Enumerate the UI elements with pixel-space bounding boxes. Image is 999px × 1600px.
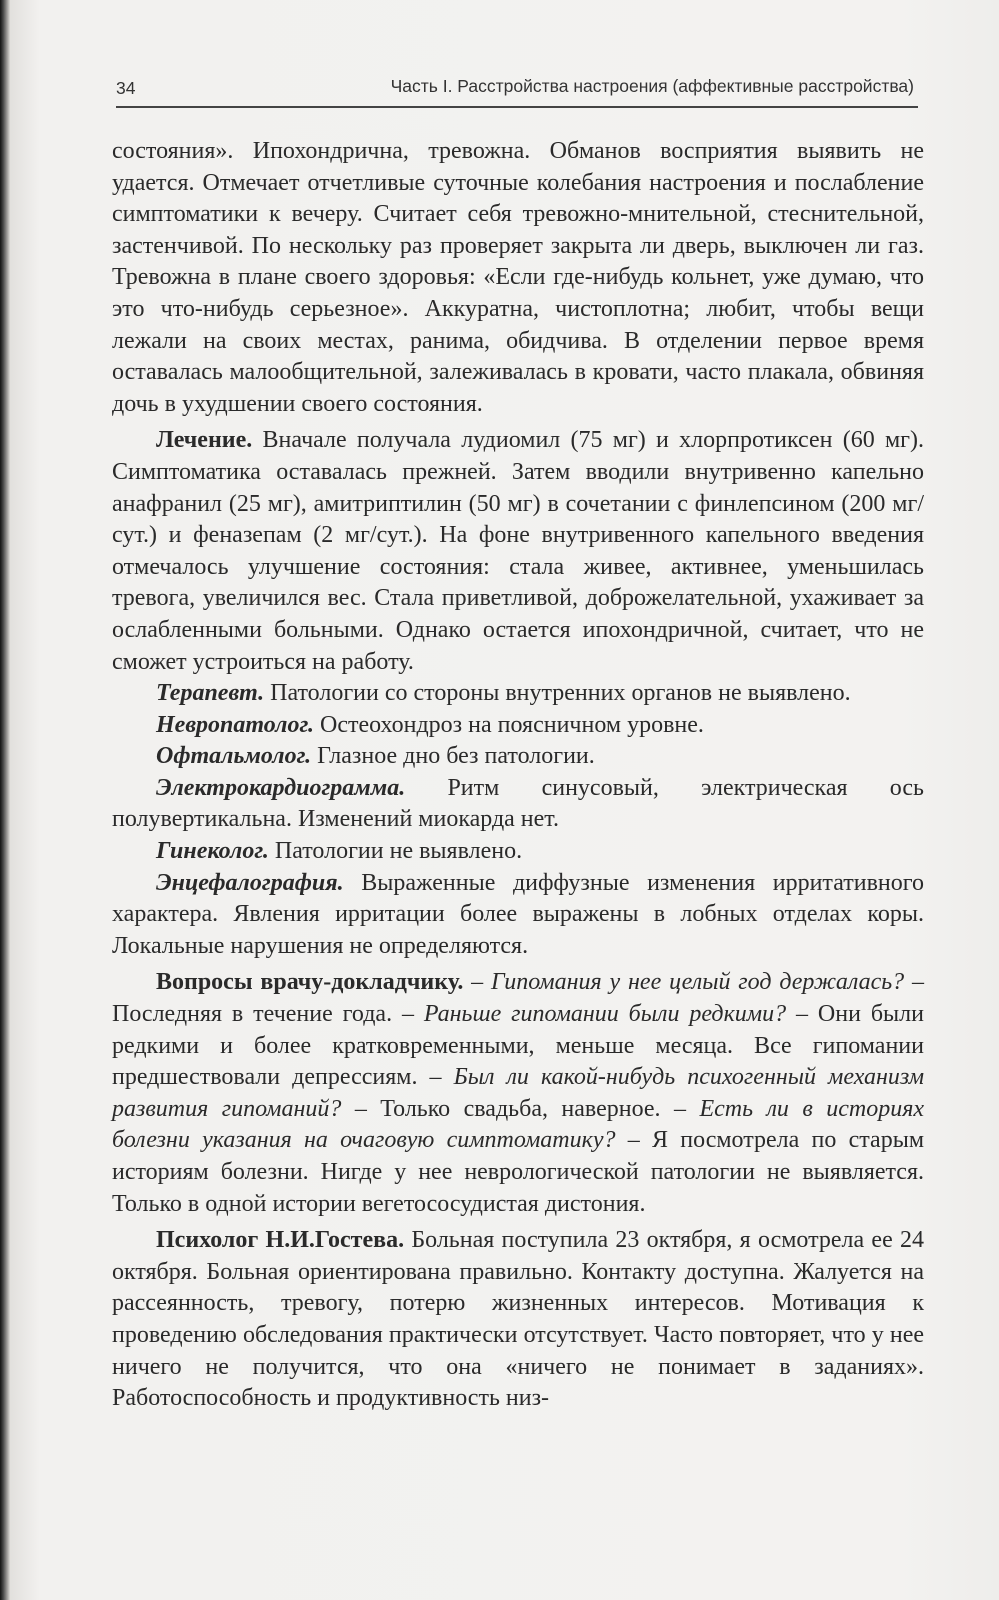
treatment-label: Лечение.: [156, 427, 253, 454]
ecg-label: Электрокардиограмма.: [156, 774, 406, 801]
psychologist-text: Больная поступила 23 октября, я осмотрела ее 24 октября. Больная ориентирована правильно. Контакту доступна. Жалуется на рассеянность, тревогу, потерю жизненных интересов. Мотивация к проведению обследования практически отсутствует. Часто повторяет, что у нее ничего не получится, что она «ничего не понимает в заданиях». Работоспособность и продуктивность низ-: [112, 1227, 924, 1412]
answer-4: Я посмотрела по старым историям болезни. Нигде у нее неврологической патологии не выявляется. Только в одной истории вегетососудистая дистония.: [112, 1127, 925, 1217]
paragraph-psychologist: [112, 1225, 924, 1415]
answer-2: Они были редкими и более кратковременными, меньше месяца. Все гипомании предшествовали депрессиям.: [112, 1001, 924, 1091]
question-2: Раньше гипомании были редкими?: [423, 1001, 787, 1028]
body-text: [112, 136, 924, 1415]
page-header: [116, 72, 918, 108]
ecg-text: Ритм синусовый, электрическая ось полувертикальна. Изменений миокарда нет.: [112, 774, 924, 833]
ophthalmologist-label: Офтальмолог.: [156, 743, 312, 770]
psychologist-label: Психолог Н.И.Гостева.: [156, 1227, 405, 1254]
paragraph-treatment: [112, 425, 924, 678]
gynecologist-text: Патологии не выявлено.: [268, 838, 523, 865]
therapist-label: Терапевт.: [156, 680, 265, 707]
page-number: 34: [116, 78, 136, 98]
neurologist-text: Остеохондроз на поясничном уровне.: [314, 711, 704, 738]
eeg-text: Выраженные диффузные изменения ирритативного характера. Явления ирритации более выражены в лобных отделах коры. Локальные нарушения не определяются.: [112, 869, 924, 959]
questions-label: Вопросы врачу-докладчику.: [156, 969, 464, 996]
eeg-label: Энцефалография.: [156, 869, 344, 896]
gynecologist-label: Гинеколог.: [156, 838, 269, 865]
paragraph-ecg: [112, 773, 924, 836]
paragraph-neurologist: [112, 710, 924, 742]
treatment-text: Вначале получала лудиомил (75 мг) и хлорпротиксен (60 мг). Симптоматика оставалась прежней. Затем вводили внутривенно капельно анафранил (25 мг), амитриптилин (50 мг) в сочетании с финлепсином (200 мг/сут.) и феназепам (2 мг/сут.). На фоне внутривенного капельного введения отмечалось улучшение состояния: стала живее, активнее, уменьшилась тревога, увеличился вес. Стала приветливой, доброжелательной, ухаживает за ослабленными больными. Однако остается ипохондричной, считает, что не сможет устроиться на работу.: [112, 427, 924, 675]
paragraph-questions: Вопросы врачу-докладчику. – Гипомания у нее целый год держалась? – Последняя в течение года. – Раньше гипомании были редкими? – Они были редкими и более кратковременными, меньше месяца. Все гипомании предшествовали депрессиям. – Был ли какой-нибудь психогенный механизм развития гипоманий? – Только свадьба, наверное. – Есть ли в историях болезни указания на очаговую симптоматику? – Я посмотрела по старым историям болезни. Нигде у нее неврологической патологии не выявляется. Только в одной истории вегетососудистая дистония.: [112, 969, 925, 1217]
book-spine-shadow: [0, 0, 10, 1600]
question-3: Был ли какой-нибудь психогенный механизм развития гипоманий?: [112, 1064, 925, 1122]
ophthalmologist-text: Глазное дно без патологии.: [311, 743, 595, 770]
running-title: Часть I. Расстройства настроения (аффективные расстройства): [390, 76, 914, 96]
paragraph-eeg: [112, 868, 924, 963]
question-4: Есть ли в историях болезни указания на очаговую симптоматику?: [112, 1095, 925, 1154]
therapist-text: Патологии со стороны внутренних органов не выявлено.: [264, 680, 851, 707]
neurologist-label: Невропатолог.: [156, 711, 315, 738]
paragraph-gynecologist: [112, 836, 924, 868]
question-1: Гипомания у нее целый год держалась?: [491, 969, 905, 996]
answer-3: Только свадьба, наверное.: [380, 1095, 661, 1122]
answer-1: Последняя в течение года.: [112, 1001, 393, 1028]
paragraph-ophthalmologist: [112, 741, 924, 773]
paragraph-patient-state: состояния». Ипохондрична, тревожна. Обманов восприятия выявить не удается. Отмечает отчетливые суточные колебания настроения и послабление симптоматики к вечеру. Считает себя тревожно-мнительной, стеснительной, застенчивой. По нескольку раз проверяет закрыта ли дверь, выключен ли газ. Тревожна в плане своего здоровья: «Если где-нибудь кольнет, уже думаю, что это что-нибудь серьезное». Аккуратна, чистоплотна; любит, чтобы вещи лежали на своих местах, ранима, обидчива. В отделении первое время оставалась малообщительной, залеживалась в кровати, часто плакала, обвиняя дочь в ухудшении своего состояния.: [112, 138, 924, 417]
paragraph-therapist: [112, 678, 924, 710]
